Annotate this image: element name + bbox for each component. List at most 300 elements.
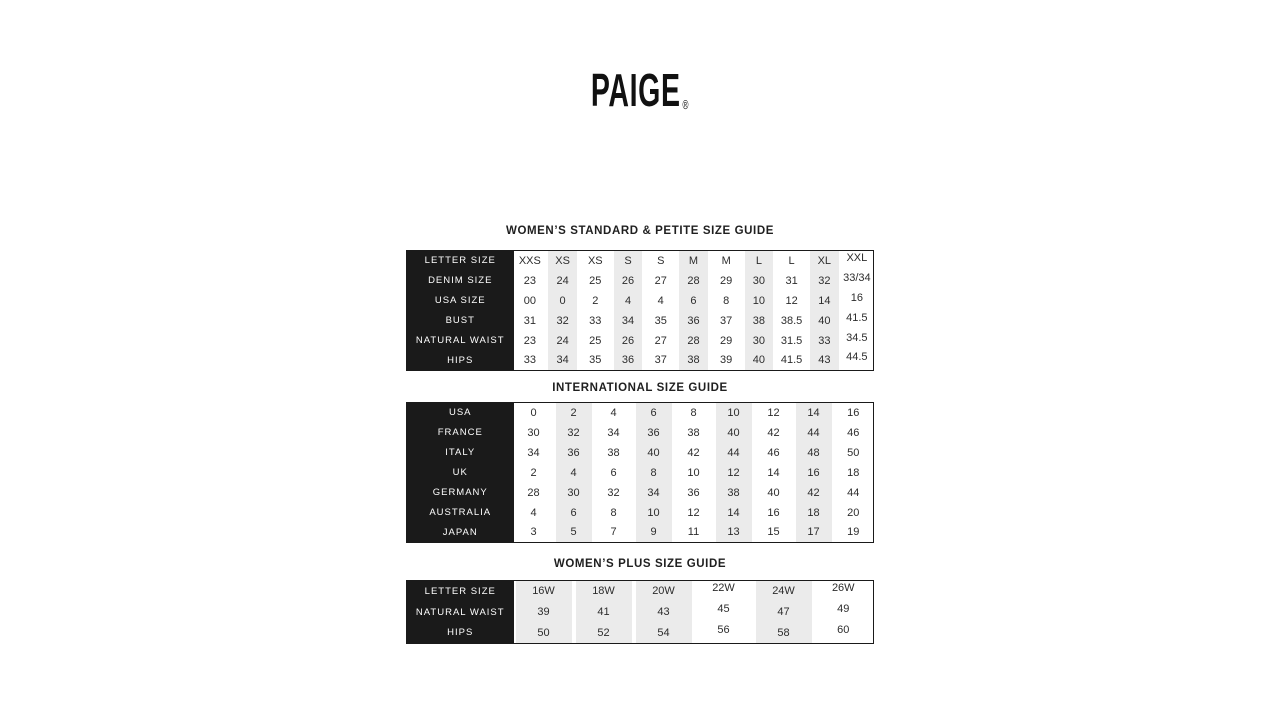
size-value-cell bbox=[794, 483, 834, 503]
size-value: 44 bbox=[847, 486, 860, 499]
size-value: 26 bbox=[621, 334, 635, 347]
size-value-cell bbox=[514, 581, 574, 602]
size-value-cell bbox=[794, 423, 834, 443]
size-value-cell bbox=[674, 523, 714, 543]
size-value: S bbox=[657, 254, 665, 267]
size-value: 39 bbox=[537, 606, 550, 618]
registered-trademark-icon: ® bbox=[682, 97, 689, 112]
size-value: M bbox=[688, 254, 699, 267]
size-value: 35 bbox=[589, 354, 602, 367]
size-value-cell bbox=[644, 251, 677, 271]
size-value: 12 bbox=[767, 406, 780, 419]
size-value: 18 bbox=[847, 466, 860, 479]
size-value: 38 bbox=[687, 354, 700, 367]
size-value-cell bbox=[714, 403, 754, 423]
size-value-cell bbox=[841, 291, 874, 311]
size-value: 30 bbox=[567, 486, 580, 499]
table-row bbox=[407, 483, 874, 503]
size-value-cell bbox=[694, 581, 754, 602]
size-value: 20 bbox=[847, 506, 860, 519]
size-value-cell bbox=[514, 503, 554, 523]
size-value-cell bbox=[514, 423, 554, 443]
size-value: 4 bbox=[610, 406, 617, 419]
size-value: 27 bbox=[654, 274, 667, 287]
size-value-cell bbox=[546, 271, 579, 291]
size-value: 43 bbox=[657, 606, 670, 618]
size-value: 35 bbox=[654, 314, 667, 327]
size-value-cell bbox=[579, 271, 612, 291]
size-value: 6 bbox=[610, 466, 617, 479]
size-value: 16 bbox=[767, 506, 780, 519]
brand-header bbox=[0, 0, 1280, 117]
size-value: 24 bbox=[556, 334, 569, 347]
size-value-cell bbox=[514, 403, 554, 423]
size-value-cell bbox=[754, 443, 794, 463]
row-label-cell: USA SIZE bbox=[407, 291, 514, 311]
size-value: 38 bbox=[752, 314, 766, 327]
row-label-cell: USA bbox=[407, 403, 514, 423]
size-value: 16 bbox=[847, 406, 860, 419]
size-value-cell bbox=[775, 351, 808, 371]
table-row bbox=[407, 291, 874, 311]
size-value: 9 bbox=[650, 526, 657, 539]
table-row bbox=[407, 503, 874, 523]
size-value: 42 bbox=[687, 446, 700, 459]
size-value-cell bbox=[634, 403, 674, 423]
size-value-cell bbox=[754, 523, 794, 543]
standard-petite-title: WOMEN’S STANDARD & PETITE SIZE GUIDE bbox=[505, 225, 774, 237]
table-row bbox=[407, 403, 874, 423]
size-guide-content bbox=[406, 224, 874, 644]
size-value: 38 bbox=[687, 426, 700, 439]
size-value: 54 bbox=[657, 626, 670, 639]
paige-logo-text: PAIGE bbox=[591, 64, 681, 117]
section-womens-plus bbox=[406, 557, 874, 644]
size-value: 16W bbox=[532, 585, 555, 598]
size-value-cell bbox=[841, 271, 874, 291]
size-value-cell bbox=[808, 251, 841, 271]
size-value-cell bbox=[754, 403, 794, 423]
size-value-cell bbox=[834, 463, 874, 483]
size-value: 44.5 bbox=[846, 351, 868, 364]
womens-plus-title: WOMEN’S PLUS SIZE GUIDE bbox=[553, 558, 727, 570]
size-value-cell bbox=[579, 311, 612, 331]
size-value-cell bbox=[794, 443, 834, 463]
size-value-cell bbox=[743, 291, 776, 311]
size-value: 56 bbox=[717, 623, 730, 636]
size-value-cell bbox=[714, 503, 754, 523]
size-value-cell bbox=[612, 331, 645, 351]
size-value: 2 bbox=[530, 466, 537, 479]
size-value: 29 bbox=[720, 334, 733, 347]
size-value-cell bbox=[514, 291, 547, 311]
size-value-cell bbox=[754, 503, 794, 523]
size-value-cell bbox=[794, 503, 834, 523]
size-value: S bbox=[624, 254, 632, 267]
size-value: 60 bbox=[837, 623, 850, 636]
size-value: 41.5 bbox=[846, 311, 868, 324]
section-standard-petite bbox=[406, 224, 874, 371]
size-value-cell bbox=[814, 602, 874, 623]
size-value: 22W bbox=[712, 582, 735, 595]
size-value: 00 bbox=[523, 294, 536, 307]
row-label-cell: GERMANY bbox=[407, 483, 514, 503]
size-value-cell bbox=[677, 331, 710, 351]
table-row bbox=[407, 271, 874, 291]
size-value: 58 bbox=[777, 626, 790, 639]
size-value-cell bbox=[694, 602, 754, 623]
size-value-cell bbox=[554, 503, 594, 523]
size-value-cell bbox=[841, 311, 874, 331]
size-value: 34 bbox=[621, 314, 635, 327]
size-value-cell bbox=[546, 331, 579, 351]
size-value-cell bbox=[694, 623, 754, 644]
size-value: XS bbox=[555, 254, 570, 267]
row-label-cell: HIPS bbox=[407, 623, 514, 644]
size-value: 36 bbox=[687, 314, 700, 327]
size-value: 43 bbox=[818, 354, 831, 367]
size-value-cell bbox=[612, 271, 645, 291]
row-label-cell: HIPS bbox=[407, 351, 514, 371]
size-value: 46 bbox=[847, 426, 860, 439]
table-row bbox=[407, 463, 874, 483]
size-value: 30 bbox=[752, 274, 766, 287]
size-value: 10 bbox=[687, 466, 700, 479]
size-value-cell bbox=[514, 523, 554, 543]
size-value-cell bbox=[674, 483, 714, 503]
size-value-cell bbox=[794, 463, 834, 483]
size-value-cell bbox=[754, 423, 794, 443]
size-value-cell bbox=[612, 311, 645, 331]
table-row bbox=[407, 443, 874, 463]
size-value: 17 bbox=[807, 526, 820, 539]
size-value-cell bbox=[808, 331, 841, 351]
size-value-cell bbox=[546, 251, 579, 271]
size-value: 16 bbox=[807, 466, 820, 479]
size-value-cell bbox=[554, 463, 594, 483]
size-value: 4 bbox=[657, 294, 664, 307]
table-row bbox=[407, 581, 874, 602]
size-value: 6 bbox=[690, 294, 697, 307]
size-value-cell bbox=[775, 291, 808, 311]
size-value: 0 bbox=[559, 294, 566, 307]
size-value: 36 bbox=[687, 486, 700, 499]
size-value-cell bbox=[579, 351, 612, 371]
size-value: 30 bbox=[752, 334, 766, 347]
size-value: 38.5 bbox=[780, 314, 803, 327]
size-value: M bbox=[721, 254, 731, 267]
size-value-cell bbox=[644, 271, 677, 291]
size-value-cell bbox=[775, 251, 808, 271]
size-value: 12 bbox=[687, 506, 700, 519]
size-value: L bbox=[788, 254, 795, 267]
size-value: 40 bbox=[818, 314, 831, 327]
size-value: XS bbox=[587, 254, 603, 267]
size-value: 32 bbox=[818, 274, 831, 287]
size-value: 37 bbox=[720, 314, 733, 327]
size-value: 0 bbox=[530, 406, 537, 419]
size-value-cell bbox=[710, 311, 743, 331]
size-value-cell bbox=[514, 602, 574, 623]
size-value: 12 bbox=[727, 466, 740, 479]
section-international bbox=[406, 381, 874, 543]
size-value: 32 bbox=[556, 314, 569, 327]
size-value: 50 bbox=[847, 446, 860, 459]
size-value: 23 bbox=[523, 274, 536, 287]
size-value-cell bbox=[554, 483, 594, 503]
size-value-cell bbox=[514, 311, 547, 331]
size-value: 38 bbox=[607, 446, 620, 459]
size-value-cell bbox=[674, 423, 714, 443]
size-value-cell bbox=[546, 291, 579, 311]
table-row bbox=[407, 602, 874, 623]
size-value-cell bbox=[754, 602, 814, 623]
size-value: 40 bbox=[767, 486, 780, 499]
size-value-cell bbox=[814, 581, 874, 602]
size-value: 14 bbox=[818, 294, 831, 307]
size-value-cell bbox=[579, 291, 612, 311]
size-value-cell bbox=[634, 483, 674, 503]
row-label-cell: FRANCE bbox=[407, 423, 514, 443]
size-value-cell bbox=[754, 581, 814, 602]
size-value: 44 bbox=[727, 446, 740, 459]
size-value-cell bbox=[514, 443, 554, 463]
table-row bbox=[407, 351, 874, 371]
size-value-cell bbox=[710, 351, 743, 371]
size-value-cell bbox=[677, 311, 710, 331]
size-value: 14 bbox=[727, 506, 740, 519]
size-value-cell bbox=[674, 463, 714, 483]
size-value: 3 bbox=[530, 526, 537, 539]
size-value-cell bbox=[594, 463, 634, 483]
size-value-cell bbox=[710, 291, 743, 311]
row-label-cell: BUST bbox=[407, 311, 514, 331]
size-value: 49 bbox=[837, 603, 850, 615]
row-label-cell: LETTER SIZE bbox=[407, 251, 514, 271]
size-value-cell bbox=[644, 291, 677, 311]
size-value: 31 bbox=[523, 314, 536, 327]
size-value: 50 bbox=[537, 626, 550, 639]
size-value-cell bbox=[834, 443, 874, 463]
size-value-cell bbox=[841, 251, 874, 271]
paige-logo bbox=[591, 64, 689, 117]
standard-petite-table bbox=[406, 250, 874, 371]
size-value: 40 bbox=[727, 426, 740, 439]
size-value-cell bbox=[808, 291, 841, 311]
size-value-cell bbox=[594, 523, 634, 543]
size-value-cell bbox=[514, 483, 554, 503]
size-value-cell bbox=[775, 311, 808, 331]
size-value: 28 bbox=[687, 334, 700, 347]
size-value-cell bbox=[574, 623, 634, 644]
size-value-cell bbox=[714, 523, 754, 543]
size-value-cell bbox=[634, 443, 674, 463]
size-value-cell bbox=[775, 331, 808, 351]
size-value: 5 bbox=[570, 526, 577, 539]
size-value: 38 bbox=[727, 486, 740, 499]
row-label-cell: UK bbox=[407, 463, 514, 483]
size-value: 27 bbox=[654, 334, 667, 347]
size-value-cell bbox=[574, 581, 634, 602]
size-value-cell bbox=[514, 623, 574, 644]
size-value-cell bbox=[554, 423, 594, 443]
size-value-cell bbox=[546, 311, 579, 331]
size-value-cell bbox=[743, 271, 776, 291]
size-value-cell bbox=[710, 331, 743, 351]
size-value: 15 bbox=[767, 526, 780, 539]
size-value-cell bbox=[612, 251, 645, 271]
size-value: 2 bbox=[570, 406, 577, 419]
size-value: 33 bbox=[589, 314, 602, 327]
size-value-cell bbox=[634, 423, 674, 443]
table-row bbox=[407, 311, 874, 331]
row-label-cell: ITALY bbox=[407, 443, 514, 463]
size-value-cell bbox=[514, 463, 554, 483]
size-value-cell bbox=[714, 463, 754, 483]
size-value: 40 bbox=[752, 354, 766, 367]
size-value: 18W bbox=[592, 585, 615, 598]
size-value-cell bbox=[644, 351, 677, 371]
table-row bbox=[407, 331, 874, 351]
size-value-cell bbox=[677, 271, 710, 291]
size-value: 40 bbox=[647, 446, 660, 459]
size-value: 4 bbox=[570, 466, 577, 479]
size-value-cell bbox=[514, 351, 547, 371]
size-value-cell bbox=[754, 463, 794, 483]
size-value: 16 bbox=[850, 291, 863, 304]
size-value-cell bbox=[710, 251, 743, 271]
size-value-cell bbox=[834, 423, 874, 443]
size-value: 10 bbox=[752, 294, 766, 307]
size-value: 28 bbox=[527, 486, 540, 499]
size-value-cell bbox=[808, 271, 841, 291]
size-value: 10 bbox=[647, 506, 660, 519]
row-label-cell: DENIM SIZE bbox=[407, 271, 514, 291]
size-value: 2 bbox=[592, 294, 599, 307]
size-value: XXS bbox=[518, 254, 541, 267]
size-value: 31 bbox=[785, 274, 798, 287]
size-value: 25 bbox=[589, 334, 602, 347]
size-value-cell bbox=[714, 443, 754, 463]
size-value: 42 bbox=[767, 426, 780, 439]
size-value: 32 bbox=[607, 486, 620, 499]
size-value: 29 bbox=[720, 274, 733, 287]
size-value-cell bbox=[714, 483, 754, 503]
size-value-cell bbox=[834, 503, 874, 523]
size-value-cell bbox=[743, 331, 776, 351]
size-value: 23 bbox=[523, 334, 536, 347]
size-value: 46 bbox=[767, 446, 780, 459]
size-value-cell bbox=[743, 351, 776, 371]
size-value: 8 bbox=[650, 466, 657, 479]
size-value-cell bbox=[677, 351, 710, 371]
size-value: 26W bbox=[831, 582, 855, 595]
womens-plus-table bbox=[406, 580, 874, 644]
size-value-cell bbox=[674, 403, 714, 423]
row-label-cell: NATURAL WAIST bbox=[407, 602, 514, 623]
row-label-cell: JAPAN bbox=[407, 523, 514, 543]
size-value: 33 bbox=[523, 354, 536, 367]
size-value: 7 bbox=[610, 526, 617, 539]
size-value: 34 bbox=[556, 354, 569, 367]
size-value: 10 bbox=[727, 406, 740, 419]
size-value-cell bbox=[634, 523, 674, 543]
size-value-cell bbox=[754, 483, 794, 503]
size-value: 4 bbox=[530, 506, 537, 519]
size-value: 34 bbox=[647, 486, 660, 499]
size-value: 34.5 bbox=[846, 331, 868, 344]
size-value: L bbox=[755, 254, 762, 267]
size-value-cell bbox=[674, 503, 714, 523]
size-value-cell bbox=[594, 423, 634, 443]
size-value: 19 bbox=[847, 526, 860, 539]
size-value: 47 bbox=[777, 606, 790, 618]
size-value-cell bbox=[514, 251, 547, 271]
size-value: 44 bbox=[807, 426, 820, 439]
size-value-cell bbox=[808, 351, 841, 371]
size-value-cell bbox=[710, 271, 743, 291]
size-value-cell bbox=[514, 331, 547, 351]
size-value: 52 bbox=[597, 626, 610, 639]
size-value: 30 bbox=[527, 426, 540, 439]
size-value-cell bbox=[834, 483, 874, 503]
size-value: XXL bbox=[846, 251, 868, 264]
size-value-cell bbox=[554, 403, 594, 423]
size-value-cell bbox=[579, 251, 612, 271]
size-value-cell bbox=[677, 291, 710, 311]
size-value-cell bbox=[546, 351, 579, 371]
size-value-cell bbox=[775, 271, 808, 291]
size-value-cell bbox=[743, 311, 776, 331]
size-value: 41.5 bbox=[780, 354, 803, 367]
size-value: 36 bbox=[567, 446, 580, 459]
size-value: 33/34 bbox=[843, 271, 871, 284]
size-value: 45 bbox=[717, 603, 730, 615]
size-value: 14 bbox=[807, 406, 820, 419]
size-value-cell bbox=[794, 523, 834, 543]
size-value: 31.5 bbox=[780, 334, 803, 347]
size-value: 11 bbox=[687, 526, 700, 539]
size-value-cell bbox=[634, 581, 694, 602]
size-value-cell bbox=[574, 602, 634, 623]
size-value-cell bbox=[594, 483, 634, 503]
size-value-cell bbox=[554, 523, 594, 543]
size-value: 24 bbox=[556, 274, 569, 287]
table-row bbox=[407, 251, 874, 271]
size-value: 8 bbox=[723, 294, 730, 307]
table-row bbox=[407, 523, 874, 543]
size-value-cell bbox=[808, 311, 841, 331]
size-value-cell bbox=[594, 443, 634, 463]
size-value: 6 bbox=[570, 506, 577, 519]
size-value: 28 bbox=[687, 274, 700, 287]
size-value: 33 bbox=[818, 334, 831, 347]
size-value-cell bbox=[514, 271, 547, 291]
size-value-cell bbox=[634, 623, 694, 644]
size-value: 4 bbox=[624, 294, 632, 307]
size-value: 34 bbox=[527, 446, 540, 459]
size-value: XL bbox=[817, 254, 832, 267]
international-title: INTERNATIONAL SIZE GUIDE bbox=[552, 382, 728, 394]
size-value-cell bbox=[594, 403, 634, 423]
table-row bbox=[407, 423, 874, 443]
size-value-cell bbox=[634, 503, 674, 523]
size-value-cell bbox=[644, 331, 677, 351]
row-label-cell: NATURAL WAIST bbox=[407, 331, 514, 351]
international-table bbox=[406, 402, 874, 543]
size-value: 42 bbox=[807, 486, 820, 499]
size-value-cell bbox=[677, 251, 710, 271]
